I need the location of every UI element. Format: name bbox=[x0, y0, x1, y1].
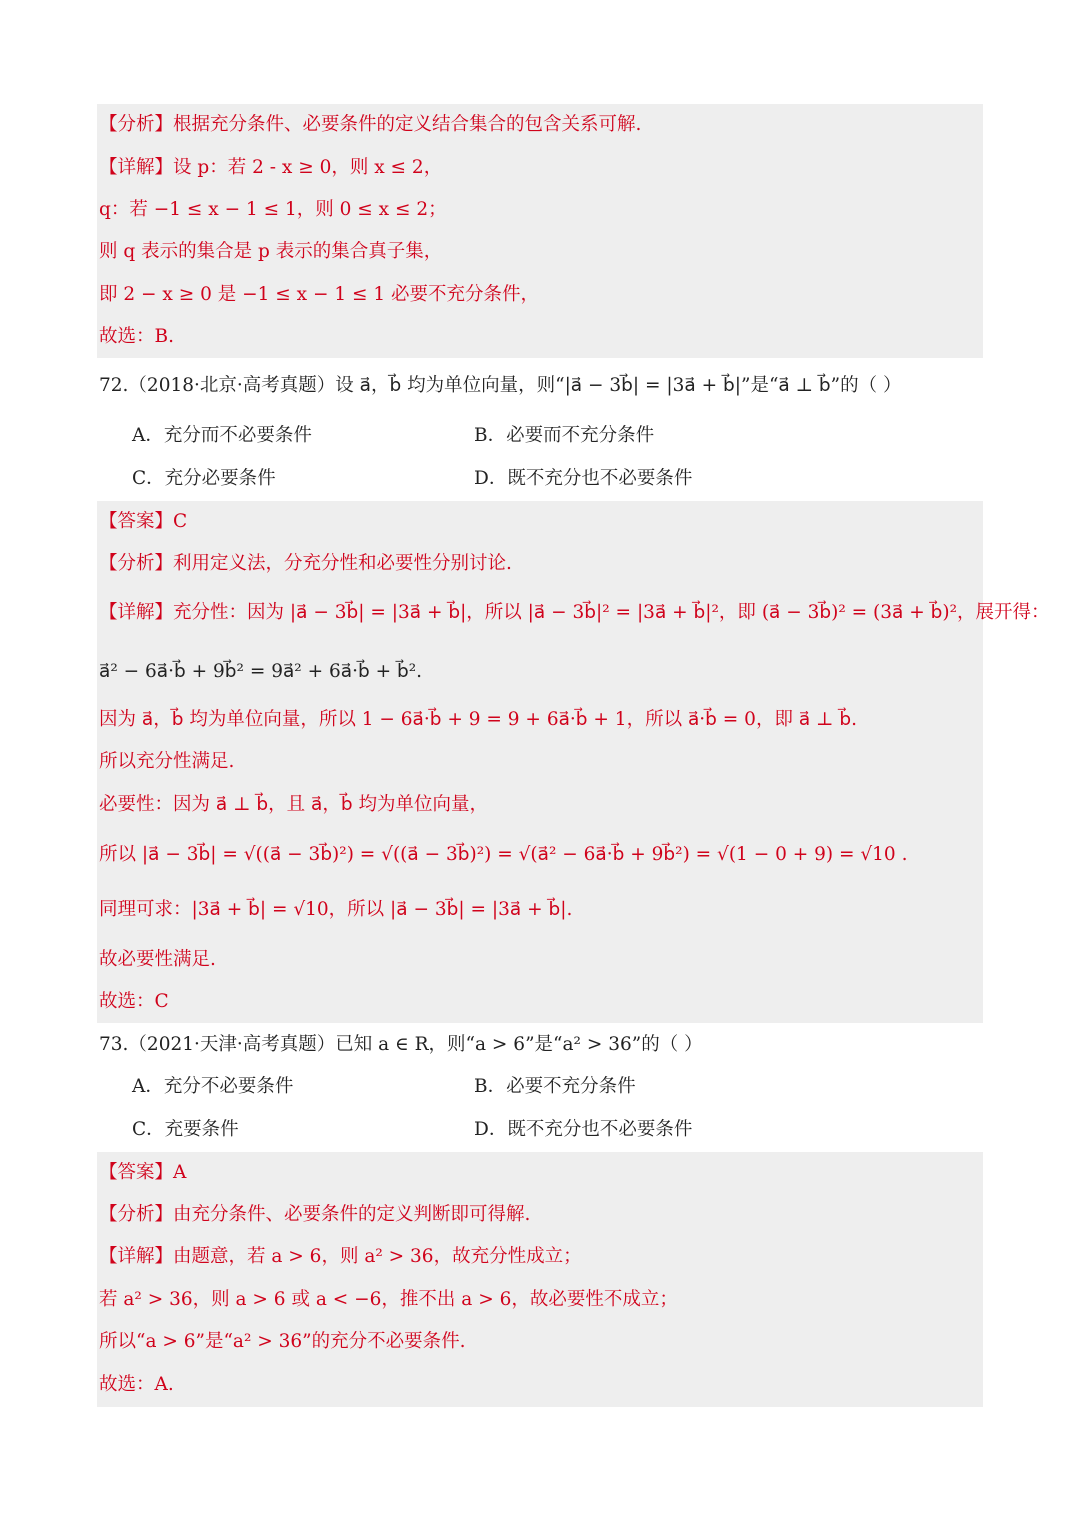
question-72-option-b: B．必要而不充分条件 bbox=[474, 425, 655, 446]
detail-72-7: 同理可求：|3a⃗ + b⃗| = √10，所以 |a⃗ − 3b⃗| = |3a⃗ + b⃗|. bbox=[99, 899, 573, 920]
question-73-option-a: A．充分不必要条件 bbox=[132, 1076, 294, 1097]
question-73-stem: 73.（2021·天津·高考真题）已知 a ∈ R，则“a > 6”是“a² > 36”的（ ） bbox=[99, 1034, 703, 1055]
answer-block-73 bbox=[97, 1152, 983, 1407]
detail-71-1: 【详解】设 p：若 2 - x ≥ 0，则 x ≤ 2， bbox=[99, 157, 443, 178]
detail-72-1: 【详解】充分性：因为 |a⃗ − 3b⃗| = |3a⃗ + b⃗|，所以 |a⃗ − 3b⃗|² = |3a⃗ + b⃗|²，即 (a⃗ − 3b⃗)² = (3a⃗ + b⃗)²，展开得： bbox=[99, 602, 1050, 623]
answer-block-71 bbox=[97, 104, 983, 358]
detail-73-1: 【详解】由题意，若 a > 6，则 a² > 36，故充分性成立； bbox=[99, 1246, 582, 1267]
detail-72-4: 所以充分性满足. bbox=[99, 751, 235, 772]
analysis-73: 【分析】由充分条件、必要条件的定义判断即可得解. bbox=[99, 1204, 531, 1225]
question-73-option-d: D．既不充分也不必要条件 bbox=[474, 1119, 693, 1140]
choice-72: 故选：C bbox=[99, 991, 169, 1012]
detail-71-3: 则 q 表示的集合是 p 表示的集合真子集， bbox=[99, 241, 443, 262]
question-72-stem: 72.（2018·北京·高考真题）设 a⃗，b⃗ 均为单位向量，则“|a⃗ − 3b⃗| = |3a⃗ + b⃗|”是“a⃗ ⊥ b⃗”的（ ） bbox=[99, 375, 902, 396]
analysis-71: 【分析】根据充分条件、必要条件的定义结合集合的包含关系可解. bbox=[99, 114, 642, 135]
detail-72-3: 因为 a⃗，b⃗ 均为单位向量，所以 1 − 6a⃗·b⃗ + 9 = 9 + 6a⃗·b⃗ + 1，所以 a⃗·b⃗ = 0，即 a⃗ ⊥ b⃗. bbox=[99, 709, 857, 730]
detail-71-2: q：若 −1 ≤ x − 1 ≤ 1，则 0 ≤ x ≤ 2； bbox=[99, 199, 447, 220]
detail-73-3: 所以“a > 6”是“a² > 36”的充分不必要条件. bbox=[99, 1331, 466, 1352]
analysis-72: 【分析】利用定义法，分充分性和必要性分别讨论. bbox=[99, 553, 512, 574]
question-72-option-d: D．既不充分也不必要条件 bbox=[474, 468, 693, 489]
question-73-option-c: C．充要条件 bbox=[132, 1119, 239, 1140]
answer-72: 【答案】C bbox=[99, 511, 188, 532]
question-72-option-c: C．充分必要条件 bbox=[132, 468, 276, 489]
detail-72-5: 必要性：因为 a⃗ ⊥ b⃗，且 a⃗，b⃗ 均为单位向量， bbox=[99, 794, 488, 815]
question-73-option-b: B．必要不充分条件 bbox=[474, 1076, 636, 1097]
detail-72-6: 所以 |a⃗ − 3b⃗| = √((a⃗ − 3b⃗)²) = √((a⃗ − 3b⃗)²) = √(a⃗² − 6a⃗·b⃗ + 9b⃗²) = √(1 − 0 + 9) = √10 . bbox=[99, 844, 908, 865]
detail-73-2: 若 a² > 36，则 a > 6 或 a < −6，推不出 a > 6，故必要性不成立； bbox=[99, 1289, 678, 1310]
detail-72-2: a⃗² − 6a⃗·b⃗ + 9b⃗² = 9a⃗² + 6a⃗·b⃗ + b⃗². bbox=[99, 661, 423, 682]
choice-73: 故选：A. bbox=[99, 1374, 174, 1395]
detail-72-8: 故必要性满足. bbox=[99, 949, 216, 970]
detail-71-4: 即 2 − x ≥ 0 是 −1 ≤ x − 1 ≤ 1 必要不充分条件， bbox=[99, 284, 540, 305]
question-72-option-a: A．充分而不必要条件 bbox=[132, 425, 312, 446]
answer-73: 【答案】A bbox=[99, 1162, 187, 1183]
choice-71: 故选：B. bbox=[99, 326, 174, 347]
